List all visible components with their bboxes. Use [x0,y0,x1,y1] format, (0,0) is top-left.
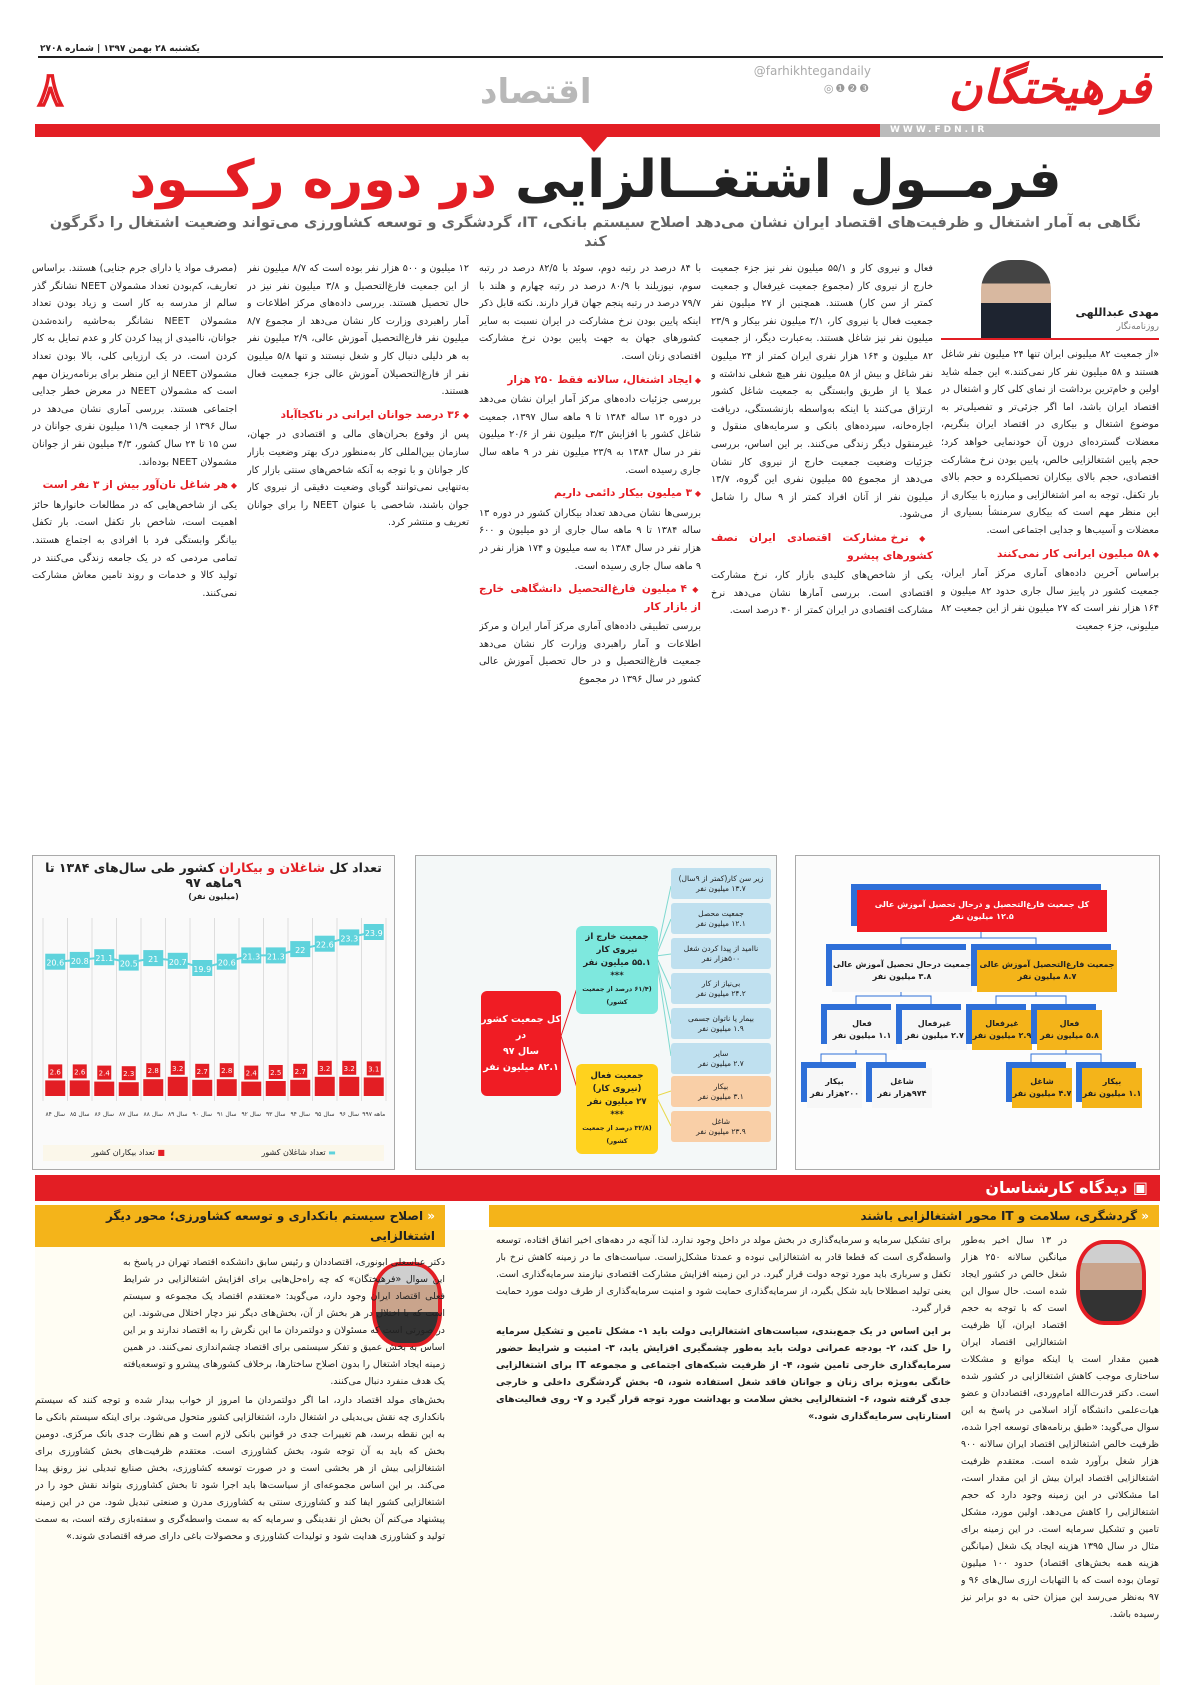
expert-right-title: « گردشگری، سلامت و IT محور اشتغالزایی باشند [489,1205,1159,1227]
employed-label: 22 [295,946,306,956]
leaf-text: شاغل [711,1116,731,1126]
leaf-node [671,1043,771,1074]
subheading: ◆ نرخ مشارکت اقتصادی ایران نصف کشورهای پیشرو [711,530,933,565]
employment-chart [32,855,395,1170]
subheading: ◆ ۵۸ میلیون ایرانی کار نمی‌کنند [941,546,1159,564]
employed-label: 21.3 [266,952,285,962]
node-text: ۸۲.۱ میلیون نفر [483,1061,559,1073]
tree-node-grad-inactive [972,1010,1032,1050]
leaf-text: ناامید از پیدا کردن شغل [683,943,759,953]
node-text: ۲۷ میلیون نفر [587,1097,647,1107]
unemployed-bar [241,1082,261,1096]
leaf-text: ۲.۷ میلیون نفر [698,1058,744,1068]
unemployed-bar [168,1077,188,1096]
leaf-text: ۳.۱ میلیون نفر [698,1091,744,1101]
unemployed-label: 3.2 [172,1064,184,1073]
unemployed-label: 3.1 [368,1065,380,1074]
paragraph: فعال و نیروی کار و ۵۵/۱ میلیون نفر نیز جزء جمعیت خارج از نیروی کار (مجموع جمعیت غیرفعال و جمعیت کمتر از سن کار) هستند. همچنین از ۲۷ میلیون نفر جمعیت فعال یا نیروی کار، ۳/۱ میلیون نفر بیکار و ۲۳/۹ میلیون نفر نیز شاغل هستند. به‌عبارت دیگر، از جمعیت ۸۲ میلیون و ۱۶۴ هزار نفری ایران کمتر از ۲۴ میلیون نفر شاغل و بیش از ۵۸ میلیون نفر هیچ شغلی نداشته و عملا یا از طریق وابستگی به جمعیت شاغل کشور ارتزاق می‌کنند یا اینکه به‌واسطه بازنشستگی، دریافت اجاره‌خانه، سپرده‌های بانکی و سرمایه‌های منقول و غیرمنقول دیگر زندگی می‌کنند. بر این اساس، بررسی جزئیات وضعیت جمعیت خارج از نیروی کار نشان می‌دهد از مجموع ۵۵ میلیون نفری این گروه، ۱۳/۷ میلیون نفر از آنان افراد کمتر از ۹ سال را شامل می‌شود. [711,263,933,521]
chart-legend [43,1145,384,1161]
leaf-text: ۲۴.۲ میلیون نفر [696,988,746,998]
headline-red: در دوره رکــود [129,150,497,210]
subheading: ◆ ۳۶ درصد جوانان ایرانی در ناکجاآباد [247,407,469,425]
node-text: ۲.۷ میلیون نفر [905,1031,964,1040]
leaf-node [671,1111,771,1142]
employed-label: 23.9 [364,929,383,938]
node-text: ۴.۷ میلیون نفر [1012,1089,1072,1098]
red-divider [35,124,880,137]
paragraph-bold: بر این اساس در یک جمع‌بندی، سیاست‌های اشتغالزایی دولت باید ۱- مشکل تامین و تشکیل سرمایه را حل کند، ۲- بودجه عمرانی دولت باید به‌طور چشمگیری افزایش یابد، ۳- امنیت و شرایط حضور سرمایه‌گذاری خارجی تامین شود، ۴- از ظرفیت شبکه‌های اجتماعی و مجموعه IT برای اشتغالزایی خانگی به‌ویژه برای زنان و جوانان فاقد شغل استفاده شود، ۵- بخش گردشگری داخلی و خارجی جدی گرفته شود، ۶- اشتغالزایی بخش سلامت و بهداشت مورد توجه قرار گیرد و ۷- روی فعالیت‌های استارتاپی سرمایه‌گذاری شود.» [496,1326,951,1422]
paragraph: یکی از شاخص‌های کلیدی بازار کار، نرخ مشارکت اقتصادی است. بررسی آمارها نشان می‌دهد نرخ مشارکت اقتصادی در ایران کمتر از ۴۰ درصد است. [711,570,933,617]
node-text: *** [610,1110,624,1120]
tree-node-grad-active [1037,1010,1102,1050]
node-text: بیکار [825,1077,844,1086]
node-text: ۹۷۴هزار نفر [877,1089,927,1098]
article-column-4 [247,260,469,791]
node-text: ۵.۸ میلیون نفر [1040,1031,1099,1040]
author-box [941,260,1159,340]
unemployed-bar [217,1079,237,1096]
legend-label: تعداد بیکاران کشور [91,1148,155,1157]
headline [0,150,1191,210]
node-text: فعال [852,1019,872,1028]
paragraph: بررسی تطبیقی داده‌های آماری مرکز آمار ایران و مرکز اطلاعات و آمار راهبردی وزارت کار نشان می‌دهد جمعیت فارغ‌التحصیل و در حال تحصیل آموزش عالی کشور در سال ۱۳۹۶ در مجموع [479,621,701,686]
paragraph: بررسی‌ها نشان می‌دهد تعداد بیکاران کشور در دوره ۱۳ ساله ۱۳۸۴ تا ۹ ماهه سال جاری از دو میلیون و ۶۰۰ هزار نفر در سال ۱۳۸۴ به سه میلیون و ۱۷۴ هزار نفر در ۹ ماهه سال جاری رسیده است. [479,507,701,572]
article-column-5 [32,260,237,791]
x-tick-label: سال ۸۴ [45,1111,66,1118]
unemployed-bar [70,1080,90,1096]
unemployed-label: 2.6 [74,1068,86,1077]
leaf-text: سایر [713,1048,729,1058]
leaf-text: ۱۳.۷ میلیون نفر [696,883,746,893]
paragraph: با ۸۴ درصد در رتبه دوم، سوئد با ۸۲/۵ درصد در رتبه سوم، نیوزیلند با ۸۰/۹ درصد در رتبه چهارم و هلند با ۷۹/۷ درصد در رتبه پنجم جهان قرار دارند. نکته قابل ذکر اینکه پایین بودن نرخ مشارکت در ایران نسبت به سایر کشورهای جهان به جهت پایین بودن نرخ مشارکت اقتصادی زنان است. [479,263,701,362]
unemployed-bar [339,1077,359,1096]
unemployed-label: 2.4 [98,1069,110,1078]
node-text: ۸.۷ میلیون نفر [1017,972,1077,981]
paragraph: دکتر عباسعلی ابونوری، اقتصاددان و رئیس سابق دانشکده اقتصاد تهران در پاسخ به این سوال «فرهیختگان» که چه راه‌حل‌هایی برای افزایش اشتغالزایی در شرایط فعلی اقتصاد ایران وجود دارد، می‌گوید: «معتقدم اقتصاد یک مجموعه و سیستم است که با اختلال در هر بخش از آن، بخش‌های دیگر نیز دچار اختلال می‌شوند. این در صورتی است که مسئولان و دولتمردان ما این نگرش را به اقتصاد ندارند و بر این اساس به بخش عمیق و تفکر سیستمی برای اقتصاد چشم‌اندازی نمی‌کنند. در همین زمینه ایجاد اشتغال را بدون اصلاح ساختارها، برخلاف کشورهای پیشرو و توسعه‌یافته یک هدف منفرد دنبال می‌کنند. [123,1257,445,1387]
tree-node-stud-inactive [902,1010,967,1050]
x-tick-label: سال ۹۰ [192,1111,213,1118]
x-tick-label: سال ۹۵ [314,1111,335,1118]
paragraph: یکی از شاخص‌هایی که در مطالعات خانوارها حائز اهمیت است، شاخص بار تکفل است. بار تکفل بیانگر وابستگی فرد با افرادی به اجتماع هستند. تمامی مردمی که در یک جامعه زندگی می‌کنند در تولید کالا و خدمات و روند تامین معاش مشارکت نمی‌کنند. [32,499,237,599]
unemployed-label: 2.7 [294,1067,306,1076]
unemployed-bar [315,1077,335,1096]
x-tick-label: سال ۸۵ [69,1111,90,1118]
website-bar: WWW.FDN.IR [880,124,1160,137]
leaf-node [671,938,771,969]
newspaper-logo: فرهیختگان [948,60,1151,114]
paragraph: در ۱۳ سال اخیر به‌طور میانگین سالانه ۲۵۰ هزار شغل خالص در کشور ایجاد شده است. حال سوال این است که با توجه به حجم اقتصاد ایران، آیا ظرفیت اشتغالزایی اقتصاد ایران همین مقدار است یا اینکه موانع و مشکلات ساختاری موجب کاهش اشتغالزایی در کشور شده است. دکتر قدرت‌الله امام‌وردی، اقتصاددان و عضو هیات‌علمی دانشگاه آزاد اسلامی در پاسخ به این سوال می‌گوید: «طبق برنامه‌های توسعه اجرا شده، ظرفیت خالص اشتغالزایی اقتصاد ایران سالانه ۹۰۰ هزار شغل برآورد شده است. معتقدم ظرفیت اشتغالزایی اقتصاد ایران بیش از این مقدار است، اما مشکلاتی در این زمینه وجود دارد که حجم اشتغالزایی را کاهش می‌دهد. اولین مورد، مشکل تامین و تشکیل سرمایه است. در این زمینه برای مثال در سال ۱۳۹۵ هزینه ایجاد یک شغل (میانگین هزینه همه بخش‌های اقتصاد) حدود ۱۰۰ میلیون تومان بوده است که با التهابات ارزی سال‌های ۹۶ و ۹۷ به‌نظر می‌رسد این میزان حتی به دو برابر نیز رسیده باشد. [961,1235,1159,1620]
node-text: کل جمعیت کشور در [481,1013,561,1041]
experts-band: ▣ دیدگاه کارشناسان [35,1175,1160,1201]
chart-plot [33,856,396,1171]
subheading: ◆ ایجاد اشتغال، سالانه فقط ۲۵۰ هزار [479,372,701,390]
unemployed-label: 2.8 [147,1067,159,1076]
population-diagram [415,855,777,1170]
node-text: سال ۹۷ [502,1045,540,1057]
section-title: اقتصاد [480,72,592,112]
unemployed-bar [192,1080,212,1096]
node-text: ۵۵.۱ میلیون نفر [583,958,651,968]
social-handle: @farhikhtegandaily [753,64,871,78]
tree-node-root [857,890,1107,932]
leaf-text: ۱۲.۱ میلیون نفر [696,918,746,928]
leaf-text: زیر سن کار(کمتر از ۹سال) [678,873,764,883]
leaf-text: ۵۰۰هزار نفر [701,953,741,963]
chart-unit: (میلیون نفر) [188,892,239,901]
tree-node-stud-employed [872,1068,932,1108]
unemployed-label: 2.4 [245,1069,257,1078]
legend-unemployed: ■ تعداد بیکاران کشور [91,1148,165,1157]
subheading: ◆ ۴ میلیون فارغ‌التحصیل دانشگاهی خارج از بازار کار [479,581,701,616]
node-text: ۱.۱ میلیون نفر [832,1031,892,1040]
leaf-text: بیمار یا ناتوان جسمی [688,1013,754,1023]
chart-title [39,860,388,890]
headline-black: فرمــول اشتغــالزایی [515,150,1062,210]
tree-node-stud-unemployed [807,1068,862,1108]
employed-label: 21.3 [242,952,261,962]
chart-header [39,860,388,902]
node-text: ۱.۱ میلیون نفر [1082,1089,1142,1098]
unemployed-label: 3.2 [343,1064,355,1073]
subheading: ◆ ۳ میلیون بیکار دائمی داریم [479,485,701,503]
x-tick-label: سال ۸۹ [167,1111,188,1118]
node-text: جمعیت خارج از نیروی کار [585,932,649,955]
employed-label: 20.8 [70,956,89,966]
node-text: جمعیت فارغ‌التحصیل آموزش عالی [979,960,1115,969]
x-tick-label: ۹ماهه ۹۷ [362,1111,386,1118]
expert-right-col-1 [961,1232,1159,1687]
unemployed-bar [143,1079,163,1096]
tree-node-grad-unemployed [1082,1068,1142,1108]
expert-left-col [35,1254,445,1687]
unemployed-bar [45,1080,65,1096]
expert-right-col-2 [496,1232,951,1687]
leaf-node [671,1076,771,1107]
legend-label: تعداد شاغلان کشور [261,1148,326,1157]
leaf-text: جمعیت محصل [698,908,744,918]
node-text: (۶۱/۴ درصد از جمعیت کشور) [582,985,652,1006]
expert-left-title: « اصلاح سیستم بانکداری و توسعه کشاورزی؛ محور دیگر اشتغالزایی [35,1205,445,1247]
node-text: فعال [1059,1019,1080,1028]
social-icons: ◎❶❷❸ [823,82,871,95]
subtitle: نگاهی به آمار اشتغال و ظرفیت‌های اقتصاد ایران نشان می‌دهد اصلاح سیستم بانکی، IT، گردشگری و توسعه کشاورزی می‌تواند وضعیت اشتغال را دگرگون کند [49,215,1142,250]
node-text: (۳۲/۸ درصد از جمعیت کشور) [582,1124,652,1145]
employed-label: 20.5 [119,959,138,969]
paragraph: براساس آخرین داده‌های آماری مرکز آمار ایران، جمعیت کشور در پاییز سال جاری حدود ۸۲ میلیون و ۱۶۴ هزار نفر است که ۲۷ میلیون نفر از این جمعیت ۸۲ میلیونی، جزء جمعیت [941,568,1159,632]
tree-node-students [832,950,972,992]
unemployed-label: 2.8 [221,1067,233,1076]
experts-band-title: دیدگاه کارشناسان [985,1178,1128,1197]
root-node [481,991,561,1096]
unemployed-label: 2.5 [270,1069,282,1077]
node-text: شاغل [1030,1077,1054,1086]
author-name: مهدی عبداللهی [1075,306,1159,319]
employed-label: 20.6 [46,958,65,968]
page-number: ۸ [38,62,63,116]
paragraph: ۱۲ میلیون و ۵۰۰ هزار نفر بوده است که ۸/۷ میلیون نفر از این جمعیت فارغ‌التحصیل و ۳/۸ میلیون نفر نیز در حال تحصیل هستند. بررسی داده‌های مرکز اطلاعات و آمار راهبردی وزارت کار نشان می‌دهد از مجموع ۸/۷ میلیون نفر فارغ‌التحصیل آموزش عالی، ۲/۹ میلیون نفر به هر دلیلی دنبال کار و شغل نیستند و تنها ۵/۸ میلیون نفر از فارغ‌التحصیلان آموزش عالی جزء جمعیت فعال هستند. [247,263,469,398]
employed-label: 22.6 [315,940,334,950]
node-text: جمعیت درحال تحصیل آموزش عالی [833,960,971,969]
x-tick-label: سال ۹۱ [216,1111,237,1118]
unemployed-bar [266,1081,286,1096]
x-tick-label: سال ۸۶ [94,1111,115,1118]
unemployed-bar [94,1082,114,1096]
leaf-text: بیکار [713,1081,729,1091]
x-tick-label: سال ۹۲ [241,1111,262,1118]
node-text: شاغل [890,1077,914,1086]
node-text: ۱۲.۵ میلیون نفر [950,912,1014,921]
leaf-text: ۱.۹ میلیون نفر [698,1023,744,1033]
photo-spacer [35,1254,123,1364]
x-tick-label: سال ۸۷ [118,1111,139,1118]
leaf-node [671,1008,771,1039]
paragraph: بخش‌های مولد اقتصاد دارد، اما اگر دولتمردان ما امروز از خواب بیدار شده و توجه کنند که سیستم بانکداری چه نقش بی‌بدیلی در اشتغال دارد، اشتغالزایی کشور متحول می‌شود. برای اینکه سیستم بانکی ما به این نقطه برسد، هم تغییرات جدی در قوانین بانکی لازم است و هم نظارت جدی بانک مرکزی. دومین بخش که باید به آن توجه شود، بخش کشاورزی است. معتقدم ظرفیت‌های بخش کشاورزی برای اشتغالزایی بیش از هر بخشی است و در صورت توسعه کشاورزی، بخش صنایع تبدیلی نیز رونق پیدا می‌کند. بر این اساس مجموعه‌ای از سیاست‌ها باید اجرا شود تا بخش کشاورزی بتواند نقش خود را در اشتغالزایی کشور ایفا کند و کشاورزی سنتی به کشاورزی مدرن و صنعتی تبدیل شود. من در این زمینه پیشنهاد می‌کنم آن بخش از نقدینگی و سرمایه که به سمت واسطه‌گری و سفته‌بازی رفته است، به سمت تولید و کشاورزی هدایت شود و تولیدات کشاورزی و محصولات باغی دارای صرفه اقتصادی شوند.» [35,1395,445,1542]
title-part-red: شاغلان و بیکاران [218,860,326,875]
node-text: ۲.۹ میلیون نفر [972,1031,1032,1040]
node-text: *** [610,971,624,981]
employed-label: 21.1 [95,954,114,964]
tree-node-grad-employed [1012,1068,1072,1108]
paragraph: بررسی جزئیات داده‌های مرکز آمار ایران نشان می‌دهد در دوره ۱۳ ساله ۱۳۸۴ تا ۹ ماهه سال ۱۳۹۷، جمعیت شاغل کشور با افزایش ۳/۳ میلیون نفر از ۲۰/۶ میلیون نفر در سال ۱۳۸۴ به ۲۳/۹ میلیون نفر در ۹ ماهه سال جاری رسیده است. [479,394,701,476]
leaf-node [671,973,771,1004]
paragraph: پس از وقوع بحران‌های مالی و اقتصادی در جهان، سازمان بین‌المللی کار به‌منظور درک بهتر وضعیت بازار کار جوانان و با توجه به آنکه شاخص‌های سنتی بازار کار به‌تنهایی نمی‌توانند گویای وضعیت دقیقی از نیروی کار جوان باشند، شاخصی با عنوان NEET را برای جوانان تعریف و منتشر کرد. [247,429,469,529]
x-tick-label: سال ۹۳ [265,1111,286,1118]
unemployed-label: 2.3 [123,1070,135,1079]
legend-employed: ▬ تعداد شاغلان کشور [261,1148,336,1157]
unemployed-bar [290,1080,310,1096]
leaf-text: ۲۳.۹ میلیون نفر [696,1126,746,1136]
subheading: ◆ هر شاغل نان‌آور بیش از ۳ نفر است [32,477,237,495]
author-role: روزنامه‌نگار [1116,322,1159,332]
x-tick-label: سال ۹۴ [290,1111,311,1118]
leaf-text: بی‌نیاز از کار [701,978,741,988]
article-column-1 [941,346,1159,791]
x-tick-label: سال ۹۶ [339,1111,360,1118]
paragraph: برای تشکیل سرمایه و سرمایه‌گذاری در بخش مولد در داخل وجود ندارد. لذا آنچه در دهه‌های اخیر اتفاق افتاده، توسعه واسطه‌گری است که قطعا قادر به اشتغالزایی نبوده و عمدتا مشکل‌زاست. سیاست‌های ما در زمینه کاهش نرخ بار تکفل و سرباری باید مورد توجه دولت قرار گیرد. در این زمینه افزایش مشارکت اقتصادی نیازمند سرمایه‌گذاری است. یعنی تولید اصطلاحا باید شکل بگیرد، از سرمایه‌گذاری حمایت شود و امنیت سرمایه‌گذاری از طرف دولت مورد حمایت قرار گیرد. [496,1235,951,1314]
unemployed-label: 3.2 [319,1064,331,1073]
paragraph: (مصرف مواد یا دارای جرم جنایی) هستند. براساس تعاریف، کم‌بودن تعداد مشمولان NEET نشانگر گذر سالم از مدرسه به کار است و زیاد بودن تعداد مشمولان NEET نشانگر به‌حاشیه رانده‌شدن جوانان، ناامیدی از پیدا کردن کار و عدم تمایل به کار کردن است. در یک ارزیابی کلی، بالا بودن تعداد مشمولان NEET از این منظر برای برنامه‌ریزان مهم است که مشمولان NEET در معرض خطر جدایی اجتماعی هستند. بررسی آماری نشان می‌دهد در سال ۱۳۹۶ از جمعیت ۱۱/۹ میلیون نفری جوانان در سن ۱۵ تا ۲۴ سال کشور، ۴/۳ میلیون نفر از جوانان مشمولان NEET بوده‌اند. [32,263,237,468]
dateline: یکشنبه ۲۸ بهمن ۱۳۹۷ | شماره ۲۷۰۸ [40,44,200,54]
leaf-node [671,868,771,899]
article-column-3 [479,260,701,791]
tree-node-stud-active [827,1010,897,1050]
x-tick-label: سال ۸۸ [143,1111,164,1118]
education-tree [795,855,1160,1170]
title-part: تعداد کل [329,860,382,875]
node-text: بیکار [1102,1077,1122,1086]
employed-label: 23.3 [340,934,359,944]
tree-node-graduates [977,950,1117,992]
unemployed-label: 2.6 [49,1068,61,1077]
unemployed-label: 2.7 [196,1067,208,1076]
node-text: ۳.۸ میلیون نفر [872,972,932,981]
active-labor-node [576,1064,658,1154]
unemployed-bar [364,1077,384,1096]
paragraph: «از جمعیت ۸۲ میلیونی ایران تنها ۲۴ میلیون نفر شاغل هستند و ۵۸ میلیون نفر کار نمی‌کنند.» این جمله شاید اولین و خام‌ترین برداشت از نمای کلی کار و اشتغال در اقتصاد ایران باشد، اما اگر جزئی‌تر و تفصیلی‌تر به موضوع اشتغال و بیکاری در اقتصاد ایران بنگریم، معضلات گسترده‌ای درون آن خودنمایی خواهد کرد؛ حجم پایین اشتغالزایی خالص، پایین بودن نرخ مشارکت اقتصادی، حجم بالای بیکاران تحصیلکرده و حجم بالای بار تکفل. توجه به امر اشتغالزایی و مبارزه با بیکاری از این منظر مهم است که بیکاری سرمنشأ بسیاری از معضلات و آسیب‌ها و جدایی اجتماعی است. [941,349,1159,536]
employed-label: 21 [148,955,159,965]
outside-labor-node [576,926,658,1014]
node-text: کل جمعیت فارغ‌التحصیل و درحال تحصیل آموزش عالی [874,900,1090,909]
title-part: کشور طی سال‌های ۱۳۸۴ تا ۹ماهه ۹۷ [45,860,242,890]
leaf-node [671,903,771,934]
employed-label: 20.6 [217,958,236,968]
article-column-2 [711,260,933,791]
node-text: ۲۰۰هزار نفر [809,1089,860,1098]
employed-label: 20.7 [168,957,187,967]
employed-label: 19.9 [193,965,212,974]
node-text: غیرفعال [985,1019,1019,1028]
author-photo [981,260,1051,338]
unemployed-bar [119,1082,139,1096]
node-text: غیرفعال [917,1019,952,1028]
photo-spacer [1067,1232,1159,1342]
node-text: جمعیت فعال (نیروی کار) [590,1071,644,1094]
top-rule [38,56,1163,58]
